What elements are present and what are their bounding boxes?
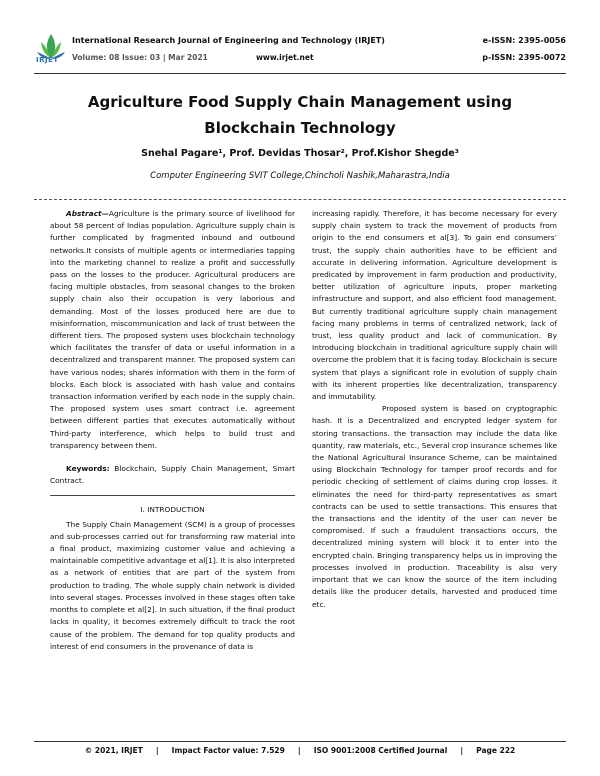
page-footer	[34, 746, 566, 755]
keywords-label: Keywords:	[66, 464, 110, 474]
footer-divider	[34, 741, 566, 742]
title-separator	[34, 199, 566, 200]
p-issn: p-ISSN: 2395-0072	[482, 53, 566, 62]
footer-copyright: © 2021, IRJET	[84, 746, 143, 755]
irjet-logo-icon	[34, 30, 68, 70]
keywords	[50, 463, 295, 487]
body-paragraph-2: Proposed system is based on cryptographic hash. It is a Decentralized and encrypted ledger system for storing transactions. the transaction may include the data like quantity, raw materials, etc., Several crop insurance schemes like the National Agricultural Insurance Scheme, can be maintained using Blockchain Technology for tamper proof records and for periodic checking of settlement of claims during crop losses. it eliminates the need for third-party representatives as smart contracts can be used to settle transactions. This ensures that the transactions and the identity of the user can never be compromised. If such a fraudulent transactions occurs, the decentralized mining system will block it to enter into the encrypted chain. Bringing transparency helps us in improving the processes involved in production. Traceability is also very important that we can know the source of the item including details like the producer details, harvested and produced time etc.	[312, 404, 557, 609]
page-number: Page 222	[476, 746, 516, 755]
keywords-text: Blockchain, Supply Chain Management, Smart Contract.	[50, 464, 295, 486]
left-column	[50, 208, 295, 653]
journal-website-link[interactable]: www.irjet.net	[256, 53, 314, 62]
footer-impact-factor: Impact Factor value: 7.529	[171, 746, 285, 755]
abstract-block	[50, 208, 295, 496]
e-issn: e-ISSN: 2395-0056	[482, 36, 566, 45]
body-paragraph-1: increasing rapidly. Therefore, it has become necessary for every supply chain system to track the movement of products from origin to the end consumers et al[3]. To gain end consumers’ trust, the supply chain authorities have to be efficient and accurate in delivering information. Agriculture development is predicated by improvement in farm production and productivity, better utilization of agriculture inputs, proper marketing infrastructure and support, and also efficient food management. But currently traditional agriculture supply chain management facing many problems in terms of centralized network, lack of trust, less quality product and lack of communication. By Introducing blockchain in traditional agriculture supply chain will overcome the problem that it is facing today. Blockchain is secure system that plays a significant role in evolution of supply chain with its inherent properties like decentralization, transparency and immutability.	[312, 209, 557, 402]
paper-authors: Snehal Pagare¹, Prof. Devidas Thosar², Prof.Kishor Shegde³	[141, 148, 459, 159]
journal-header	[34, 22, 566, 70]
logo-text: IRJET	[36, 56, 59, 64]
footer-sep: |	[155, 746, 159, 755]
right-column	[312, 208, 557, 611]
author-affiliation: Computer Engineering SVIT College,Chincholi Nashik,Maharastra,India	[150, 171, 450, 181]
abstract	[50, 208, 295, 452]
section-heading-introduction: I. INTRODUCTION	[140, 505, 205, 515]
introduction-text: The Supply Chain Management (SCM) is a group of processes and sub-processes carried out for transforming raw material into a final product, maximizing customer value and achieving a maintainable competitive advantage et al[1]. It is also interpreted as a network of entities that are part of the system from production to trading. The whole supply chain network is divided into several stages. Processes involved in these stages often take months to complete et al[2]. In such situation, if the final product lacks in quality, it becomes extremely difficult to track the root cause of the problem. The demand for top quality products and interest of end consumers in the provenance of data is	[50, 519, 295, 651]
header-divider	[34, 73, 566, 74]
abstract-label: Abstract—	[66, 209, 109, 218]
volume-issue: Volume: 08 Issue: 03 | Mar 2021	[72, 53, 208, 62]
footer-sep: |	[297, 746, 301, 755]
footer-iso: ISO 9001:2008 Certified Journal	[313, 746, 448, 755]
footer-sep: |	[460, 746, 464, 755]
journal-name: International Research Journal of Engineering and Technology (IRJET)	[72, 36, 385, 45]
abstract-text: Agriculture is the primary source of livelihood for about 58 percent of Indias population. Agriculture supply chain is further complicated by fragmented inbound and outbound networks.It consists of multiple agents or intermediaries tapping into the marketing channel to realize a profit and successfully pass on the losses to the producer. Agricultural producers are facing multiple obstacles, from seasonal changes to the broken supply chain also their occupation is very laborious and demanding. Most of the losses produced here are due to misinformation, miscommunication and lack of trust between the different tiers. The proposed system uses blockchain technology which facilitates the transfer of data or useful information in a decentralized and transparent manner. The proposed system can have various nodes; shares information with them in the form of blocks. Each block is associated with hash value and contains transaction information verified by each node in the supply chain. The proposed system uses smart contract i.e. agreement between different parties that executes automatically without Third-party interference, which helps to build trust and transparency between them.	[50, 209, 295, 450]
paper-title: Agriculture Food Supply Chain Management using Blockchain Technology	[87, 93, 513, 137]
